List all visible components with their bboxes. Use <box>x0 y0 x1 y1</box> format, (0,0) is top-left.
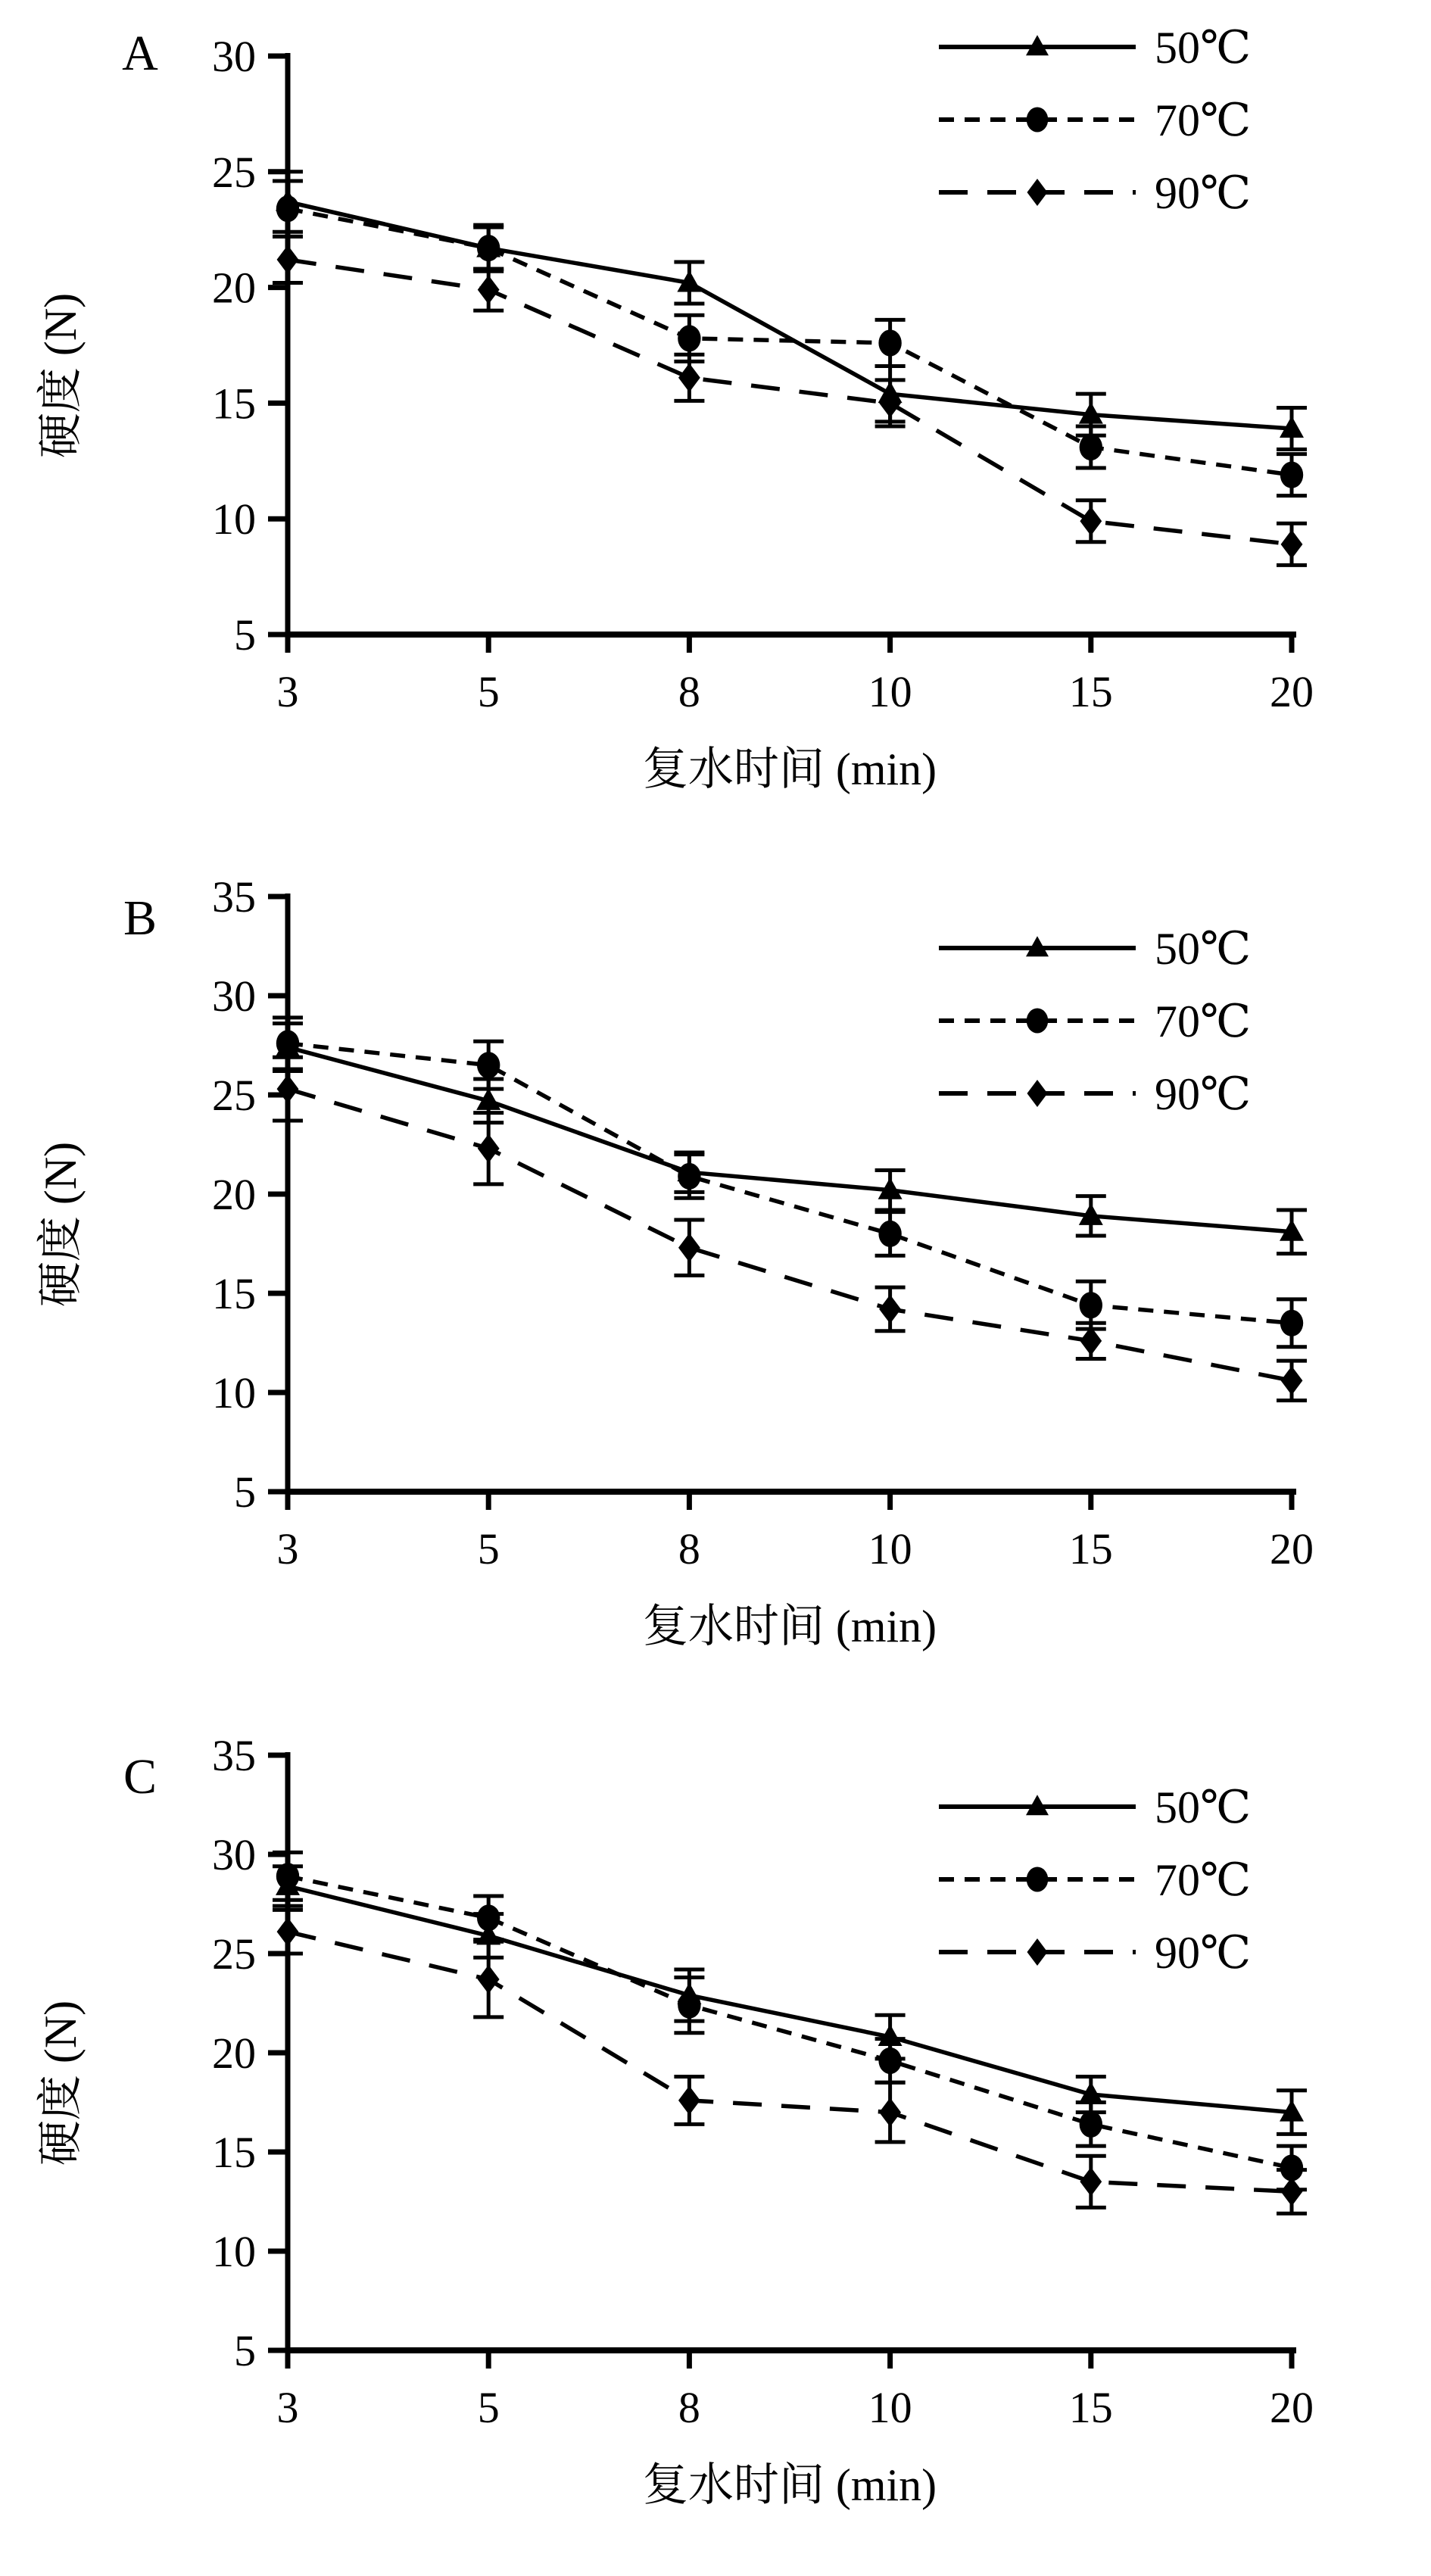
y-tick-label: 20 <box>212 1170 256 1219</box>
data-point-diamond <box>678 2086 700 2115</box>
series-markers-triangle <box>276 1034 1304 1240</box>
data-point-diamond <box>879 2097 901 2126</box>
data-point-circle <box>1280 462 1303 488</box>
legend-label: 90℃ <box>1155 1069 1252 1119</box>
y-tick-label: 30 <box>212 32 256 81</box>
y-tick-label: 5 <box>234 1467 256 1517</box>
data-point-circle <box>1080 1292 1102 1318</box>
data-point-diamond <box>1281 1366 1303 1395</box>
legend-label: 90℃ <box>1155 1928 1252 1978</box>
data-point-diamond <box>678 363 700 392</box>
data-point-diamond <box>1080 2167 1102 2196</box>
x-tick-label: 8 <box>678 667 700 716</box>
legend-circle-icon <box>1027 108 1049 133</box>
data-point-diamond <box>1281 2177 1303 2206</box>
data-point-circle <box>276 1030 299 1056</box>
x-tick-label: 5 <box>477 2383 500 2432</box>
y-tick-label: 25 <box>212 1071 256 1120</box>
x-tick-label: 10 <box>868 2383 912 2432</box>
data-point-circle <box>678 325 700 351</box>
data-point-circle <box>1080 2111 1102 2138</box>
x-axis-title: 复水时间 (min) <box>642 2460 937 2510</box>
data-point-circle <box>276 1863 299 1889</box>
series-markers-diamond <box>277 245 1303 559</box>
y-tick-label: 15 <box>212 379 256 429</box>
data-point-circle <box>678 1163 700 1190</box>
x-tick-label: 15 <box>1068 1524 1113 1573</box>
y-tick-label: 35 <box>212 1731 256 1780</box>
data-point-circle <box>1080 434 1102 460</box>
x-tick-label: 3 <box>276 1524 299 1573</box>
panel-label: C <box>123 1749 157 1804</box>
series-line-90c <box>288 1932 1292 2191</box>
x-tick-label: 15 <box>1068 667 1113 716</box>
x-tick-label: 20 <box>1270 2383 1314 2432</box>
x-tick-label: 10 <box>868 1524 912 1573</box>
series-markers-circle <box>276 1863 1303 2181</box>
series-line-90c <box>288 260 1292 544</box>
error-bars-diamond <box>273 236 1307 565</box>
legend-label: 90℃ <box>1155 168 1252 218</box>
legend-circle-icon <box>1027 1009 1049 1034</box>
data-point-diamond <box>478 1965 500 1994</box>
data-point-circle <box>1280 1310 1303 1336</box>
legend <box>939 1782 1251 1978</box>
legend-label: 70℃ <box>1155 996 1252 1046</box>
series-markers-diamond <box>277 1917 1303 2206</box>
data-point-diamond <box>678 1233 700 1262</box>
y-tick-label: 5 <box>234 610 256 660</box>
data-point-diamond <box>1080 507 1102 535</box>
data-point-circle <box>678 1992 700 2019</box>
x-tick-label: 10 <box>868 667 912 716</box>
y-axis-title: 硬度 (N) <box>36 292 86 459</box>
data-point-circle <box>477 1052 500 1078</box>
y-tick-label: 30 <box>212 1830 256 1879</box>
y-axis-title: 硬度 (N) <box>36 1141 86 1308</box>
legend-label: 50℃ <box>1155 1782 1252 1832</box>
error-bars-diamond <box>273 1910 1307 2213</box>
data-point-diamond <box>1281 530 1303 559</box>
legend-label: 50℃ <box>1155 924 1252 974</box>
legend-diamond-icon <box>1027 179 1048 206</box>
data-point-circle <box>878 329 901 356</box>
x-tick-label: 20 <box>1270 1524 1314 1573</box>
data-point-diamond <box>478 275 500 304</box>
series-markers-triangle <box>276 1873 1304 2121</box>
legend-diamond-icon <box>1027 1080 1048 1107</box>
panel-c <box>36 1731 1314 2510</box>
y-tick-label: 25 <box>212 1929 256 1979</box>
data-point-diamond <box>277 245 299 274</box>
series-line-50c <box>288 202 1292 429</box>
x-tick-label: 5 <box>477 667 500 716</box>
y-axis-title: 硬度 (N) <box>36 2000 86 2166</box>
panel-b <box>36 872 1314 1651</box>
legend-circle-icon <box>1027 1867 1049 1892</box>
series-line-50c <box>288 1886 1292 2113</box>
legend-label: 50℃ <box>1155 23 1252 73</box>
data-point-circle <box>878 2047 901 2074</box>
legend-label: 70℃ <box>1155 1855 1252 1905</box>
x-tick-label: 8 <box>678 2383 700 2432</box>
y-tick-label: 35 <box>212 872 256 922</box>
data-point-circle <box>477 1904 500 1931</box>
series-markers-diamond <box>277 1074 1303 1396</box>
y-tick-label: 20 <box>212 263 256 313</box>
y-tick-label: 5 <box>234 2326 256 2375</box>
panel-label: B <box>123 890 157 946</box>
y-tick-label: 10 <box>212 1368 256 1417</box>
x-axis-title: 复水时间 (min) <box>642 1601 937 1651</box>
data-point-diamond <box>277 1074 299 1103</box>
data-point-circle <box>878 1221 901 1247</box>
y-tick-label: 10 <box>212 2227 256 2276</box>
y-tick-label: 10 <box>212 494 256 544</box>
series-line-50c <box>288 1047 1292 1232</box>
y-tick-label: 30 <box>212 971 256 1021</box>
data-point-circle <box>276 195 299 222</box>
y-tick-label: 25 <box>212 147 256 197</box>
error-bars-diamond <box>273 1057 1307 1400</box>
legend <box>939 23 1251 218</box>
legend-diamond-icon <box>1027 1938 1048 1966</box>
panel-label: A <box>122 26 158 81</box>
data-point-diamond <box>879 1295 901 1324</box>
series-markers-triangle <box>276 189 1304 438</box>
y-tick-label: 15 <box>212 2128 256 2177</box>
data-point-circle <box>477 235 500 261</box>
x-tick-label: 3 <box>276 667 299 716</box>
x-tick-label: 8 <box>678 1524 700 1573</box>
error-bars-triangle <box>273 172 1307 450</box>
data-point-diamond <box>277 1917 299 1946</box>
series-line-90c <box>288 1089 1292 1380</box>
panel-a <box>36 23 1314 794</box>
x-tick-label: 3 <box>276 2383 299 2432</box>
series-line-70c <box>288 1876 1292 2168</box>
y-tick-label: 15 <box>212 1269 256 1318</box>
y-tick-label: 20 <box>212 2029 256 2078</box>
legend-label: 70℃ <box>1155 95 1252 145</box>
x-tick-label: 20 <box>1270 667 1314 716</box>
x-tick-label: 15 <box>1068 2383 1113 2432</box>
x-tick-label: 5 <box>477 1524 500 1573</box>
x-axis-title: 复水时间 (min) <box>642 744 937 794</box>
data-point-diamond <box>478 1134 500 1163</box>
legend <box>939 924 1251 1119</box>
series-line-70c <box>288 209 1292 475</box>
